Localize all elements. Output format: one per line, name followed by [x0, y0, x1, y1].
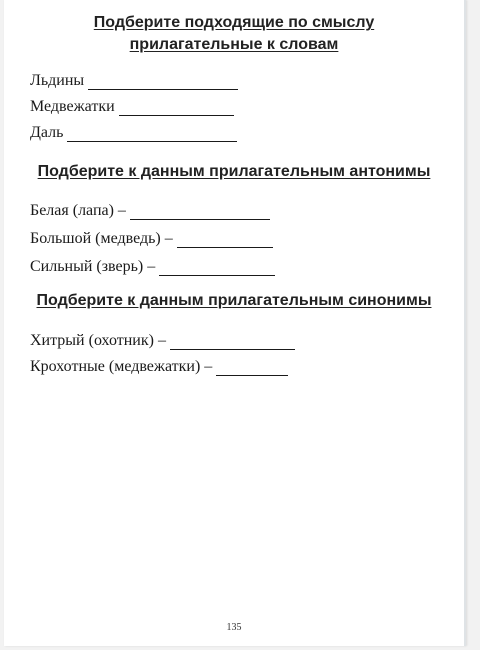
- answer-blank[interactable]: [119, 101, 234, 116]
- answer-blank[interactable]: [88, 75, 238, 90]
- adjective-row-medvezhatki: [30, 96, 234, 116]
- adjective-row-dal: [30, 122, 237, 142]
- word-label: Хитрый (охотник) –: [30, 332, 166, 349]
- word-label: Льдины: [30, 72, 85, 89]
- answer-blank[interactable]: [177, 233, 273, 248]
- answer-blank[interactable]: [67, 127, 237, 142]
- answer-blank[interactable]: [130, 205, 270, 220]
- word-label: Белая (лапа) –: [30, 202, 126, 219]
- worksheet-page: [4, 0, 466, 646]
- adjectives-title-line1: Подберите подходящие по смыслу: [93, 14, 375, 31]
- antonyms-title: Подберите к данным прилагательным антонимы: [37, 163, 431, 180]
- answer-blank[interactable]: [170, 335, 295, 350]
- answer-blank[interactable]: [159, 261, 275, 276]
- antonym-row-belaya: [30, 200, 270, 220]
- synonyms-title: Подберите к данным прилагательным синонимы: [36, 292, 432, 309]
- synonym-row-khitry: [30, 330, 295, 350]
- word-label: Медвежатки: [30, 98, 115, 115]
- word-label: Даль: [30, 124, 64, 141]
- answer-blank[interactable]: [216, 361, 288, 376]
- antonym-row-bolshoy: [30, 228, 273, 248]
- word-label: Крохотные (медвежатки) –: [30, 358, 213, 375]
- word-label: Сильный (зверь) –: [30, 258, 156, 275]
- page-number: 135: [226, 622, 242, 633]
- word-label: Большой (медведь) –: [30, 230, 173, 247]
- antonym-row-silny: [30, 256, 275, 276]
- adjective-row-ldiny: [30, 70, 238, 90]
- synonym-row-krokhotnye: [30, 356, 288, 376]
- adjectives-title-line2: прилагательные к словам: [129, 36, 339, 53]
